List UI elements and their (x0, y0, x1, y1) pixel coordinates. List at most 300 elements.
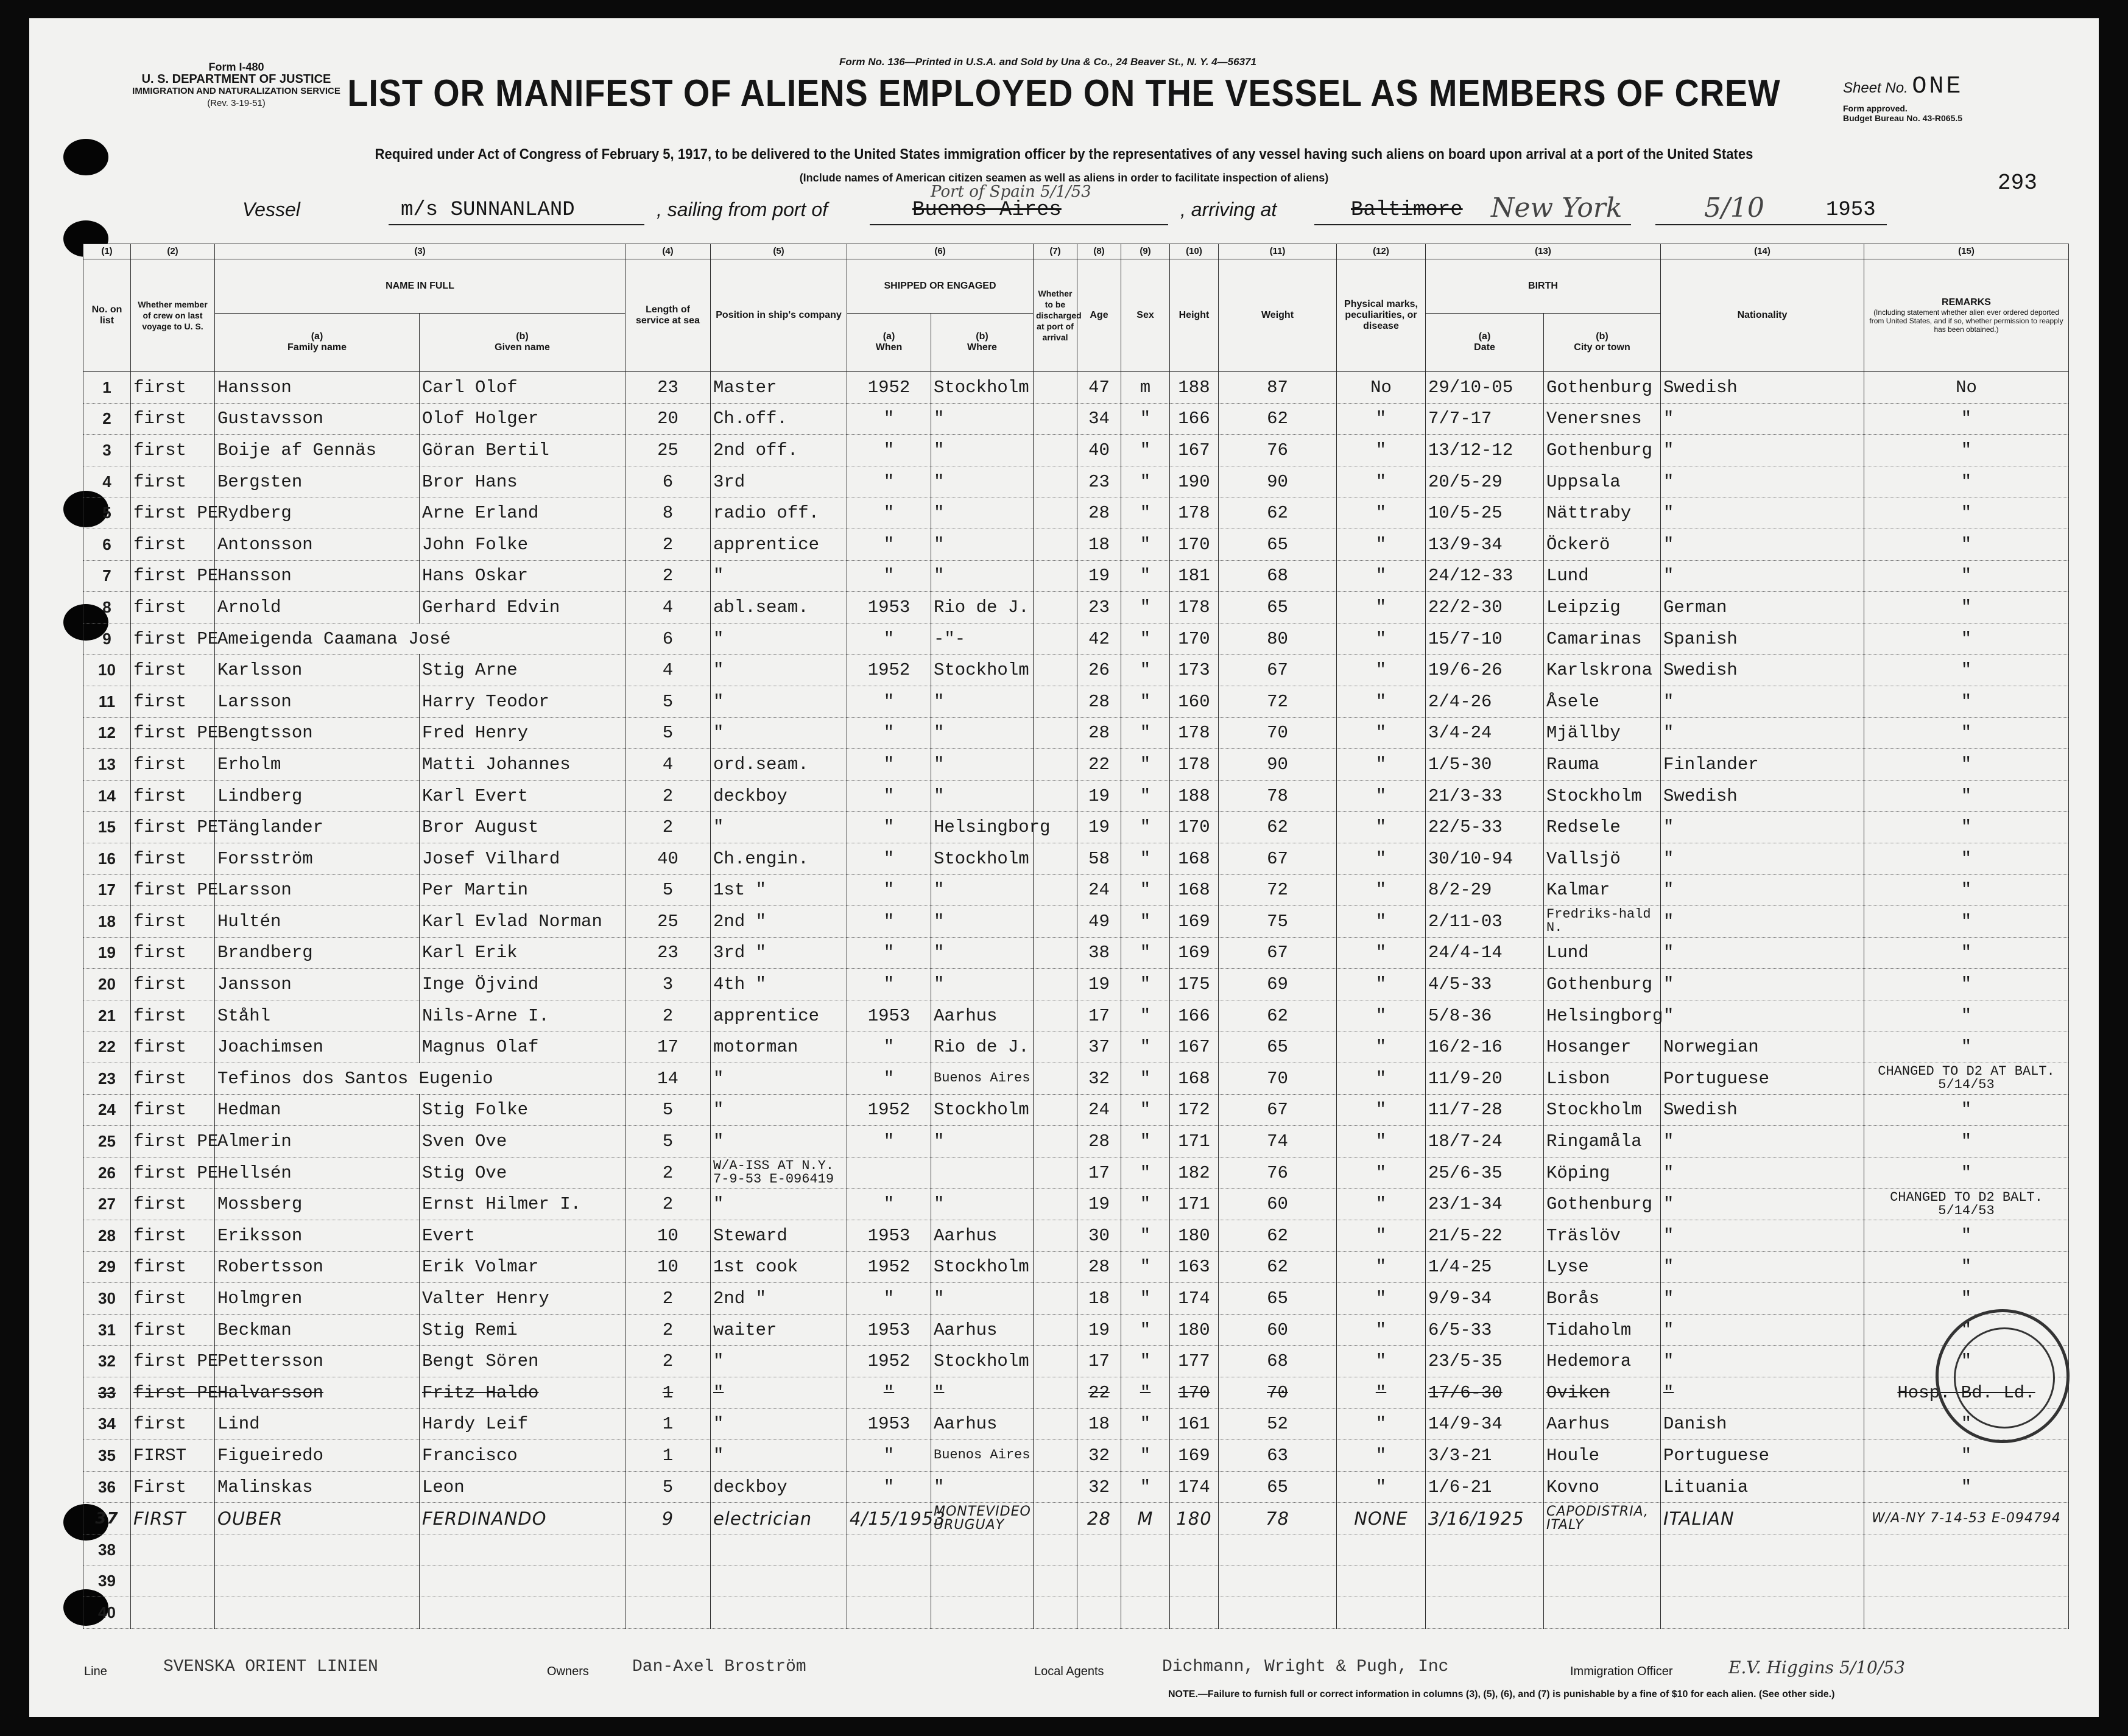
family-name-cell: Lind (215, 1408, 420, 1440)
given-name-cell: Harry Teodor (420, 686, 625, 717)
birth-city-cell: Camarinas (1544, 623, 1661, 655)
given-name-cell: Karl Erik (420, 937, 625, 969)
remarks-cell: " (1864, 592, 2069, 624)
officer-value: E.V. Higgins 5/10/53 (1728, 1657, 1905, 1678)
sex-cell: " (1121, 435, 1170, 466)
family-name-cell: Tefinos dos Santos Eugenio (215, 1063, 625, 1095)
nationality-cell: " (1661, 1283, 1864, 1315)
age-cell: 19 (1077, 560, 1121, 592)
shipped-where-cell: " (931, 435, 1034, 466)
sex-cell: " (1121, 623, 1170, 655)
given-name-cell: Bror Hans (420, 466, 625, 497)
row-number: 11 (83, 686, 131, 717)
family-name-cell: Malinskas (215, 1471, 420, 1503)
table-row (83, 749, 2069, 781)
physical-marks-cell: " (1337, 560, 1426, 592)
given-name-cell: Stig Remi (420, 1314, 625, 1346)
row-number: 40 (83, 1597, 131, 1629)
age-cell (1077, 1566, 1121, 1597)
family-name-cell: Rydberg (215, 497, 420, 529)
last-voyage-cell: first PE (131, 497, 215, 529)
family-name-cell: Forsström (215, 843, 420, 874)
last-voyage-cell: first (131, 1031, 215, 1063)
nationality-cell: Swedish (1661, 372, 1864, 404)
col-num-8: (8) (1077, 244, 1121, 259)
family-name-cell: Holmgren (215, 1283, 420, 1315)
position-cell: electrician (711, 1503, 847, 1534)
remarks-cell: " (1864, 1440, 2069, 1472)
length-of-service-cell: 2 (625, 780, 711, 812)
remarks-cell: " (1864, 1346, 2069, 1377)
physical-marks-cell: " (1337, 1471, 1426, 1503)
birth-city-cell: Tidaholm (1544, 1314, 1661, 1346)
form-approval (1843, 104, 1962, 123)
birth-date-cell: 1/5-30 (1426, 749, 1544, 781)
given-name-cell: Ernst Hilmer I. (420, 1189, 625, 1220)
length-of-service-cell: 3 (625, 969, 711, 1000)
height-cell: 163 (1170, 1251, 1219, 1283)
sex-cell (1121, 1597, 1170, 1629)
physical-marks-cell: " (1337, 497, 1426, 529)
birth-date-cell: 24/12-33 (1426, 560, 1544, 592)
birth-city-cell: Kovno (1544, 1471, 1661, 1503)
age-cell: 18 (1077, 529, 1121, 560)
nationality-cell: " (1661, 1157, 1864, 1189)
sex-cell: " (1121, 1000, 1170, 1031)
length-of-service-cell: 2 (625, 812, 711, 843)
arrival-year: 1953 (1826, 199, 1876, 222)
age-cell: 17 (1077, 1157, 1121, 1189)
birth-date-cell: 13/12-12 (1426, 435, 1544, 466)
family-name-cell: Hedman (215, 1094, 420, 1126)
row-number: 4 (83, 466, 131, 497)
height-cell: 188 (1170, 372, 1219, 404)
birth-date-cell: 14/9-34 (1426, 1408, 1544, 1440)
given-name-cell: Per Martin (420, 874, 625, 906)
birth-date-cell: 3/16/1925 (1426, 1503, 1544, 1534)
sex-cell (1121, 1566, 1170, 1597)
family-name-cell: Robertsson (215, 1251, 420, 1283)
weight-cell: 62 (1219, 1251, 1337, 1283)
shipped-when-cell: 1953 (847, 592, 931, 624)
col-num-14: (14) (1661, 244, 1864, 259)
remarks-cell: " (1864, 1251, 2069, 1283)
weight-cell: 62 (1219, 1220, 1337, 1252)
remarks-cell: " (1864, 686, 2069, 717)
given-name-cell: Carl Olof (420, 372, 625, 404)
remarks-cell: " (1864, 780, 2069, 812)
family-name-cell: Beckman (215, 1314, 420, 1346)
shipped-when-cell: " (847, 686, 931, 717)
shipped-when-cell: " (847, 843, 931, 874)
city-label: City or town (1574, 342, 1630, 353)
nationality-cell: " (1661, 1189, 1864, 1220)
physical-marks-cell: " (1337, 1314, 1426, 1346)
shipped-where-cell: Stockholm (931, 1251, 1034, 1283)
birth-date-cell: 30/10-94 (1426, 843, 1544, 874)
sex-cell: " (1121, 843, 1170, 874)
row-number: 36 (83, 1471, 131, 1503)
remarks-title: REMARKS (1942, 297, 1991, 307)
birth-date-cell: 2/4-26 (1426, 686, 1544, 717)
age-cell: 28 (1077, 1251, 1121, 1283)
weight-cell: 68 (1219, 1346, 1337, 1377)
remarks-cell: " (1864, 1471, 2069, 1503)
discharged-cell (1034, 1251, 1077, 1283)
shipped-when-cell (847, 1566, 931, 1597)
shipped-when-cell: " (847, 1063, 931, 1095)
inspection-stamp (1936, 1309, 2070, 1443)
printer-line: Form No. 136—Printed in U.S.A. and Sold by Una & Co., 24 Beaver St., N. Y. 4—56371 (839, 56, 1256, 68)
remarks-cell: " (1864, 1408, 2069, 1440)
given-name-cell: Fred Henry (420, 717, 625, 749)
given-name-cell: Stig Ove (420, 1157, 625, 1189)
department: U. S. DEPARTMENT OF JUSTICE (141, 72, 331, 86)
family-name-cell: Lindberg (215, 780, 420, 812)
birth-city-cell: Lund (1544, 560, 1661, 592)
position-cell: 3rd " (711, 937, 847, 969)
family-name-cell: Bengtsson (215, 717, 420, 749)
table-row (83, 1000, 2069, 1031)
discharged-cell (1034, 497, 1077, 529)
given-name-cell: Leon (420, 1471, 625, 1503)
shipped-when-cell: " (847, 780, 931, 812)
birth-date-cell: 19/6-26 (1426, 655, 1544, 686)
age-cell: 32 (1077, 1063, 1121, 1095)
length-of-service-cell: 20 (625, 403, 711, 435)
shipped-when-cell: 1952 (847, 1251, 931, 1283)
nationality-cell: Swedish (1661, 780, 1864, 812)
physical-marks-cell: " (1337, 749, 1426, 781)
last-voyage-cell: first (131, 372, 215, 404)
last-voyage-cell: first (131, 1251, 215, 1283)
given-name-cell: Bror August (420, 812, 625, 843)
shipped-when-cell: " (847, 1126, 931, 1158)
table-row (83, 497, 2069, 529)
column-numbers-row (83, 244, 2069, 259)
row-number: 20 (83, 969, 131, 1000)
family-name-cell: Hansson (215, 372, 420, 404)
length-of-service-cell: 4 (625, 749, 711, 781)
required-statement: Required under Act of Congress of February 5, 1917, to be delivered to the United States immigration officer by the representatives of any vessel having such aliens on board upon arrival at a port of the United States (375, 146, 1753, 163)
header-birth-date (1426, 313, 1544, 371)
weight-cell: 76 (1219, 1157, 1337, 1189)
length-of-service-cell: 4 (625, 655, 711, 686)
col-num-2: (2) (131, 244, 215, 259)
shipped-where-cell: Stockholm (931, 843, 1034, 874)
family-name-cell: Brandberg (215, 937, 420, 969)
row-number: 9 (83, 623, 131, 655)
physical-marks-cell: " (1337, 1094, 1426, 1126)
birth-city-cell: Köping (1544, 1157, 1661, 1189)
remarks-cell: " (1864, 623, 2069, 655)
age-cell: 32 (1077, 1471, 1121, 1503)
physical-marks-cell: " (1337, 1377, 1426, 1409)
length-of-service-cell: 2 (625, 529, 711, 560)
shipped-when-cell: 1953 (847, 1408, 931, 1440)
given-name-cell: Sven Ove (420, 1126, 625, 1158)
physical-marks-cell (1337, 1597, 1426, 1629)
position-cell: deckboy (711, 1471, 847, 1503)
date-label: Date (1474, 342, 1495, 353)
family-name-cell: OUBER (215, 1503, 420, 1534)
shipped-when-cell: " (847, 717, 931, 749)
last-voyage-cell: first (131, 592, 215, 624)
weight-cell: 75 (1219, 906, 1337, 938)
age-cell: 18 (1077, 1283, 1121, 1315)
birth-city-cell: Aarhus (1544, 1408, 1661, 1440)
last-voyage-cell: first (131, 403, 215, 435)
table-row (83, 623, 2069, 655)
sheet-number (1843, 73, 1963, 100)
budget-bureau: Budget Bureau No. 43-R065.5 (1843, 113, 1963, 123)
shipped-where-cell: " (931, 497, 1034, 529)
discharged-cell (1034, 1534, 1077, 1566)
physical-marks-cell: " (1337, 937, 1426, 969)
position-cell (711, 1597, 847, 1629)
given-name-cell: Inge Öjvind (420, 969, 625, 1000)
serial-number: 293 (1998, 170, 2037, 195)
row-number: 15 (83, 812, 131, 843)
last-voyage-cell: first (131, 435, 215, 466)
birth-city-cell: Helsingborg (1544, 1000, 1661, 1031)
age-cell: 22 (1077, 749, 1121, 781)
physical-marks-cell: " (1337, 843, 1426, 874)
position-cell: apprentice (711, 1000, 847, 1031)
length-of-service-cell: 23 (625, 372, 711, 404)
shipped-where-cell: Rio de J. (931, 592, 1034, 624)
nationality-cell: " (1661, 1251, 1864, 1283)
row-number: 29 (83, 1251, 131, 1283)
row-number: 10 (83, 655, 131, 686)
sex-cell: " (1121, 1157, 1170, 1189)
age-cell: 23 (1077, 592, 1121, 624)
remarks-cell: " (1864, 403, 2069, 435)
shipped-when-cell: 1952 (847, 655, 931, 686)
table-row (83, 403, 2069, 435)
physical-marks-cell: " (1337, 1408, 1426, 1440)
height-cell: 172 (1170, 1094, 1219, 1126)
physical-marks-cell: " (1337, 466, 1426, 497)
height-cell: 170 (1170, 623, 1219, 655)
table-row (83, 1094, 2069, 1126)
line-value: SVENSKA ORIENT LINIEN (163, 1657, 378, 1676)
given-name-cell: FERDINANDO (420, 1503, 625, 1534)
table-row (83, 560, 2069, 592)
weight-cell: 87 (1219, 372, 1337, 404)
shipped-when-cell: " (847, 1283, 931, 1315)
birth-city-cell: Stockholm (1544, 780, 1661, 812)
shipped-where-cell: MONTEVIDEO URUGUAY (931, 1503, 1034, 1534)
shipped-where-cell: " (931, 874, 1034, 906)
page-title: LIST OR MANIFEST OF ALIENS EMPLOYED ON THE VESSEL AS MEMBERS OF CREW (347, 72, 1781, 114)
sex-cell: " (1121, 686, 1170, 717)
birth-date-cell: 1/6-21 (1426, 1471, 1544, 1503)
position-cell: 1st cook (711, 1251, 847, 1283)
sex-cell: " (1121, 874, 1170, 906)
last-voyage-cell: FIRST (131, 1503, 215, 1534)
discharged-cell (1034, 1471, 1077, 1503)
family-name-cell: Hultén (215, 906, 420, 938)
birth-city-cell (1544, 1534, 1661, 1566)
table-row (83, 1251, 2069, 1283)
position-cell: ord.seam. (711, 749, 847, 781)
birth-city-cell: Gothenburg (1544, 372, 1661, 404)
table-row (83, 843, 2069, 874)
age-cell: 30 (1077, 1220, 1121, 1252)
discharged-cell (1034, 1597, 1077, 1629)
table-row (83, 1126, 2069, 1158)
given-name-label: Given name (495, 342, 550, 353)
length-of-service-cell: 25 (625, 435, 711, 466)
header-age: Age (1077, 259, 1121, 372)
birth-date-cell: 6/5-33 (1426, 1314, 1544, 1346)
given-name-cell (420, 1566, 625, 1597)
length-of-service-cell: 2 (625, 1346, 711, 1377)
sex-cell: M (1121, 1503, 1170, 1534)
birth-city-cell: Rauma (1544, 749, 1661, 781)
family-name-cell: Ståhl (215, 1000, 420, 1031)
given-name-cell: Hardy Leif (420, 1408, 625, 1440)
weight-cell: 62 (1219, 812, 1337, 843)
length-of-service-cell: 2 (625, 1283, 711, 1315)
sex-cell: " (1121, 497, 1170, 529)
agents-label: Local Agents (1034, 1665, 1104, 1678)
shipped-when-cell: 4/15/1953 (847, 1503, 931, 1534)
discharged-cell (1034, 1126, 1077, 1158)
last-voyage-cell: first (131, 1283, 215, 1315)
shipped-when-cell: 1953 (847, 1000, 931, 1031)
row-number: 35 (83, 1440, 131, 1472)
sheet-label: Sheet No. (1843, 80, 1908, 96)
shipped-where-cell: " (931, 969, 1034, 1000)
shipped-when-cell: 1953 (847, 1220, 931, 1252)
nationality-cell: " (1661, 497, 1864, 529)
discharged-cell (1034, 1283, 1077, 1315)
height-cell: 173 (1170, 655, 1219, 686)
date-underline (1655, 224, 1887, 225)
shipped-when-cell: " (847, 1440, 931, 1472)
length-of-service-cell (625, 1566, 711, 1597)
remarks-cell: " (1864, 1157, 2069, 1189)
age-cell: 28 (1077, 1126, 1121, 1158)
age-cell: 24 (1077, 874, 1121, 906)
remarks-cell: " (1864, 1000, 2069, 1031)
age-cell: 26 (1077, 655, 1121, 686)
birth-city-cell: Gothenburg (1544, 969, 1661, 1000)
remarks-cell: " (1864, 969, 2069, 1000)
discharged-cell (1034, 1377, 1077, 1409)
nationality-cell: " (1661, 874, 1864, 906)
remarks-cell (1864, 1566, 2069, 1597)
remarks-cell: " (1864, 466, 2069, 497)
height-cell: 180 (1170, 1503, 1219, 1534)
length-of-service-cell: 10 (625, 1251, 711, 1283)
position-cell (711, 1566, 847, 1597)
family-name-cell: Larsson (215, 874, 420, 906)
remarks-note: (Including statement whether alien ever ordered deported from United States, and if so, whether permission to reapply has been obtained.) (1869, 308, 2063, 334)
height-cell: 168 (1170, 1063, 1219, 1095)
sex-cell: " (1121, 1346, 1170, 1377)
shipped-where-cell: " (931, 1283, 1034, 1315)
birth-city-cell: Vallsjö (1544, 843, 1661, 874)
table-row (83, 1283, 2069, 1315)
sex-cell: " (1121, 1220, 1170, 1252)
given-name-cell (420, 1534, 625, 1566)
given-name-cell: Karl Evlad Norman (420, 906, 625, 938)
height-cell: 166 (1170, 403, 1219, 435)
row-number: 31 (83, 1314, 131, 1346)
row-number: 27 (83, 1189, 131, 1220)
weight-cell: 63 (1219, 1440, 1337, 1472)
shipped-when-cell: " (847, 403, 931, 435)
birth-date-cell: 21/3-33 (1426, 780, 1544, 812)
birth-city-cell: Borås (1544, 1283, 1661, 1315)
shipped-where-cell: " (931, 466, 1034, 497)
family-name-cell: Joachimsen (215, 1031, 420, 1063)
weight-cell (1219, 1566, 1337, 1597)
shipped-where-cell (931, 1534, 1034, 1566)
weight-cell: 65 (1219, 1031, 1337, 1063)
sex-cell: " (1121, 592, 1170, 624)
weight-cell: 65 (1219, 529, 1337, 560)
last-voyage-cell: first PE (131, 717, 215, 749)
birth-date-cell: 17/6-30 (1426, 1377, 1544, 1409)
length-of-service-cell: 25 (625, 906, 711, 938)
shipped-where-cell: Stockholm (931, 1346, 1034, 1377)
col-num-13: (13) (1426, 244, 1661, 259)
remarks-cell: " (1864, 529, 2069, 560)
position-cell: " (711, 1440, 847, 1472)
officer-label: Immigration Officer (1570, 1665, 1673, 1678)
col-num-4: (4) (625, 244, 711, 259)
physical-marks-cell: " (1337, 812, 1426, 843)
shipped-when-cell: " (847, 937, 931, 969)
age-cell: 49 (1077, 906, 1121, 938)
given-name-cell: Matti Johannes (420, 749, 625, 781)
birth-city-cell: Gothenburg (1544, 435, 1661, 466)
family-name-cell: Hellsén (215, 1157, 420, 1189)
birth-city-cell: Åsele (1544, 686, 1661, 717)
height-cell: 180 (1170, 1314, 1219, 1346)
position-cell: Ch.off. (711, 403, 847, 435)
last-voyage-cell (131, 1597, 215, 1629)
birth-city-cell: Leipzig (1544, 592, 1661, 624)
position-cell: " (711, 623, 847, 655)
last-voyage-cell: first (131, 1220, 215, 1252)
nationality-cell: " (1661, 1377, 1864, 1409)
position-cell: deckboy (711, 780, 847, 812)
last-voyage-cell: first PE (131, 560, 215, 592)
row-number: 14 (83, 780, 131, 812)
when-label: When (875, 342, 903, 353)
sex-cell: " (1121, 1189, 1170, 1220)
birth-date-cell: 5/8-36 (1426, 1000, 1544, 1031)
weight-cell: 67 (1219, 937, 1337, 969)
remarks-cell: " (1864, 560, 2069, 592)
height-cell: 170 (1170, 812, 1219, 843)
revision: (Rev. 3-19-51) (207, 98, 266, 108)
table-row (83, 1534, 2069, 1566)
header-birth: BIRTH (1426, 259, 1661, 314)
discharged-cell (1034, 874, 1077, 906)
discharged-cell (1034, 1503, 1077, 1534)
sub-label-a: (a) (1478, 331, 1491, 342)
discharged-cell (1034, 560, 1077, 592)
row-number: 2 (83, 403, 131, 435)
weight-cell: 76 (1219, 435, 1337, 466)
age-cell: 17 (1077, 1346, 1121, 1377)
